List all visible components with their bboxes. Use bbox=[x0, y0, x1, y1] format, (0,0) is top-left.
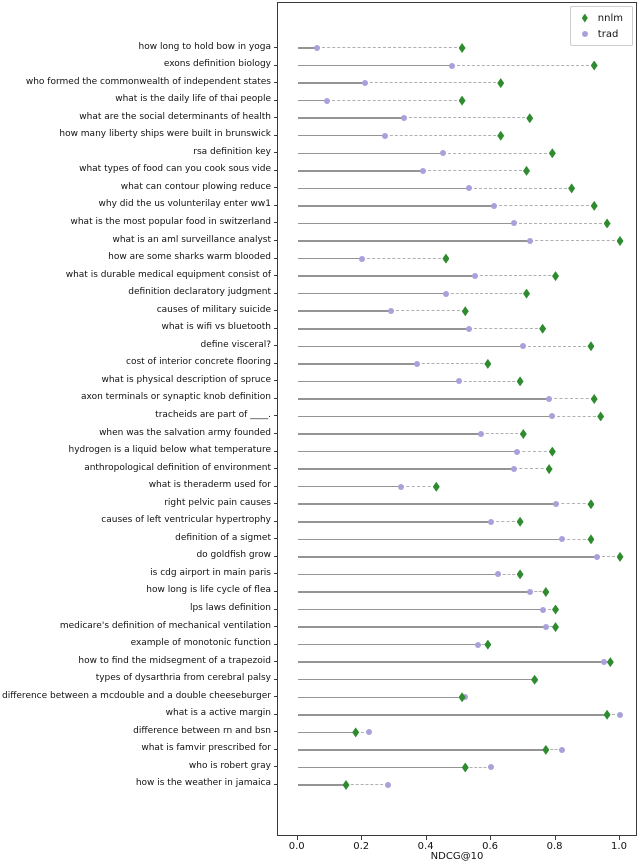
query-label: definition declaratory judgment bbox=[128, 287, 271, 298]
gap-segment bbox=[346, 784, 388, 785]
nnlm-marker bbox=[587, 341, 594, 351]
baseline-segment bbox=[298, 153, 443, 155]
y-tick-mark bbox=[274, 117, 277, 118]
baseline-segment bbox=[298, 679, 535, 681]
baseline-segment bbox=[298, 503, 556, 505]
y-tick-mark bbox=[274, 731, 277, 732]
trad-marker bbox=[440, 150, 446, 156]
y-tick-mark bbox=[274, 784, 277, 785]
trad-marker bbox=[449, 63, 455, 69]
y-tick-mark bbox=[274, 363, 277, 364]
y-tick-mark bbox=[274, 486, 277, 487]
x-tick-mark bbox=[297, 836, 298, 840]
trad-marker bbox=[466, 185, 472, 191]
gap-segment bbox=[459, 381, 520, 382]
baseline-segment bbox=[298, 591, 530, 593]
baseline-segment bbox=[298, 416, 553, 418]
nnlm-marker bbox=[549, 447, 556, 457]
y-tick-mark bbox=[274, 696, 277, 697]
query-label: exons definition biology bbox=[163, 59, 271, 70]
baseline-segment bbox=[298, 609, 543, 611]
gap-segment bbox=[491, 521, 520, 522]
legend-item-trad bbox=[578, 26, 623, 42]
gap-segment bbox=[469, 188, 572, 189]
y-tick-mark bbox=[274, 258, 277, 259]
baseline-segment bbox=[298, 539, 562, 541]
baseline-segment bbox=[298, 240, 530, 242]
y-tick-mark bbox=[274, 310, 277, 311]
gap-segment bbox=[523, 346, 591, 347]
gap-segment bbox=[469, 328, 543, 329]
nnlm-marker bbox=[552, 622, 559, 632]
baseline-segment bbox=[298, 767, 466, 769]
y-tick-mark bbox=[274, 47, 277, 48]
nnlm-marker bbox=[546, 464, 553, 474]
gap-segment bbox=[327, 100, 462, 101]
query-label: cost of interior concrete flooring bbox=[126, 357, 271, 368]
x-tick-mark bbox=[361, 836, 362, 840]
y-tick-mark bbox=[274, 591, 277, 592]
y-tick-mark bbox=[274, 398, 277, 399]
baseline-segment bbox=[298, 644, 478, 646]
nnlm-marker bbox=[462, 762, 469, 772]
trad-marker bbox=[514, 449, 520, 455]
query-label: difference between rn and bsn bbox=[133, 725, 271, 736]
baseline-segment bbox=[298, 626, 546, 628]
y-tick-mark bbox=[274, 82, 277, 83]
trad-marker bbox=[546, 396, 552, 402]
legend-item-nnlm bbox=[578, 10, 623, 26]
y-tick-mark bbox=[274, 187, 277, 188]
y-tick-mark bbox=[274, 556, 277, 557]
trad-marker bbox=[488, 764, 494, 770]
gap-segment bbox=[385, 135, 501, 136]
gap-segment bbox=[514, 223, 607, 224]
nnlm-marker bbox=[497, 131, 504, 141]
x-tick-mark bbox=[555, 836, 556, 840]
nnlm-marker bbox=[523, 289, 530, 299]
gap-segment bbox=[391, 310, 465, 311]
y-tick-mark bbox=[274, 521, 277, 522]
nnlm-marker bbox=[442, 254, 449, 264]
gap-segment bbox=[401, 486, 436, 487]
y-tick-mark bbox=[274, 679, 277, 680]
trad-marker bbox=[520, 343, 526, 349]
baseline-segment bbox=[298, 65, 453, 67]
query-label: what is durable medical equipment consist of bbox=[65, 269, 271, 280]
trad-marker bbox=[324, 98, 330, 104]
legend-label-nnlm: nnlm bbox=[597, 12, 623, 24]
gap-segment bbox=[475, 275, 556, 276]
nnlm-marker bbox=[497, 78, 504, 88]
gap-segment bbox=[514, 468, 549, 469]
trad-marker bbox=[401, 115, 407, 121]
baseline-segment bbox=[298, 486, 401, 488]
nnlm-marker bbox=[484, 640, 491, 650]
nnlm-marker bbox=[459, 96, 466, 106]
query-label: causes of left ventricular hypertrophy bbox=[101, 515, 271, 526]
nnlm-marker bbox=[552, 605, 559, 615]
baseline-segment bbox=[298, 258, 362, 260]
trad-marker bbox=[540, 607, 546, 613]
trad-marker bbox=[511, 466, 517, 472]
trad-marker bbox=[366, 729, 372, 735]
baseline-segment bbox=[298, 398, 549, 400]
y-tick-mark bbox=[274, 433, 277, 434]
trad-marker-icon bbox=[578, 31, 592, 37]
query-label: how long is life cycle of flea bbox=[146, 585, 271, 596]
gap-segment bbox=[556, 503, 591, 504]
query-label: example of monotonic function bbox=[130, 638, 271, 649]
nnlm-marker bbox=[520, 429, 527, 439]
x-tick-mark bbox=[490, 836, 491, 840]
y-tick-mark bbox=[274, 328, 277, 329]
gap-segment bbox=[481, 433, 523, 434]
trad-marker bbox=[414, 361, 420, 367]
trad-marker bbox=[553, 501, 559, 507]
x-tick-label: 0.8 bbox=[546, 841, 563, 852]
query-label: what is an aml surveillance analyst bbox=[112, 234, 271, 245]
y-tick-mark bbox=[274, 451, 277, 452]
trad-marker bbox=[398, 484, 404, 490]
query-label: definition of a sigmet bbox=[175, 532, 271, 543]
gap-segment bbox=[423, 170, 526, 171]
y-tick-mark bbox=[274, 275, 277, 276]
query-label: what is the most popular food in switzerland bbox=[70, 216, 271, 227]
x-axis-title: NDCG@10 bbox=[430, 851, 484, 862]
query-label: define visceral? bbox=[200, 339, 271, 350]
gap-segment bbox=[417, 363, 488, 364]
query-label: what are the social determinants of health bbox=[79, 111, 271, 122]
nnlm-marker bbox=[604, 218, 611, 228]
baseline-segment bbox=[298, 714, 607, 716]
trad-marker bbox=[527, 238, 533, 244]
nnlm-marker-icon bbox=[578, 14, 592, 23]
nnlm-marker bbox=[523, 166, 530, 176]
query-label: how long to hold bow in yoga bbox=[138, 41, 271, 52]
baseline-segment bbox=[298, 100, 327, 102]
baseline-segment bbox=[298, 346, 524, 348]
baseline-segment bbox=[298, 117, 404, 119]
trad-marker bbox=[359, 256, 365, 262]
gap-segment bbox=[552, 416, 600, 417]
baseline-segment bbox=[298, 310, 391, 312]
gap-segment bbox=[530, 240, 620, 241]
gap-segment bbox=[452, 65, 594, 66]
nnlm-marker bbox=[517, 376, 524, 386]
baseline-segment bbox=[298, 223, 514, 225]
y-tick-mark bbox=[274, 293, 277, 294]
query-label: lps laws definition bbox=[189, 603, 271, 614]
y-tick-mark bbox=[274, 538, 277, 539]
y-tick-mark bbox=[274, 573, 277, 574]
baseline-segment bbox=[298, 293, 446, 295]
baseline-segment bbox=[298, 468, 514, 470]
gap-segment bbox=[517, 451, 552, 452]
query-label: what is the daily life of thai people bbox=[115, 94, 271, 105]
query-label: why did the us volunterilay enter ww1 bbox=[98, 199, 271, 210]
baseline-segment bbox=[298, 697, 462, 699]
query-label: causes of military suicide bbox=[156, 304, 271, 315]
gap-segment bbox=[404, 117, 530, 118]
trad-marker bbox=[601, 659, 607, 665]
nnlm-marker bbox=[568, 183, 575, 193]
nnlm-marker bbox=[459, 43, 466, 53]
baseline-segment bbox=[298, 381, 459, 383]
y-tick-mark bbox=[274, 714, 277, 715]
query-label: how are some sharks warm blooded bbox=[108, 252, 271, 263]
query-label: what can contour plowing reduce bbox=[120, 181, 271, 192]
query-label: hydrogen is a liquid below what temperature bbox=[68, 445, 271, 456]
gap-segment bbox=[443, 153, 553, 154]
nnlm-marker bbox=[617, 552, 624, 562]
trad-marker bbox=[314, 45, 320, 51]
gap-segment bbox=[549, 398, 594, 399]
baseline-segment bbox=[298, 275, 475, 277]
y-tick-mark bbox=[274, 345, 277, 346]
nnlm-marker bbox=[433, 482, 440, 492]
query-label: how many liberty ships were built in brunswick bbox=[59, 129, 271, 140]
y-tick-mark bbox=[274, 749, 277, 750]
trad-marker bbox=[443, 291, 449, 297]
query-label: what is a active margin bbox=[165, 708, 271, 719]
nnlm-marker bbox=[542, 587, 549, 597]
nnlm-marker bbox=[517, 569, 524, 579]
query-label: right pelvic pain causes bbox=[164, 497, 271, 508]
trad-marker bbox=[466, 326, 472, 332]
y-tick-mark bbox=[274, 222, 277, 223]
y-tick-mark bbox=[274, 152, 277, 153]
baseline-segment bbox=[298, 170, 424, 172]
trad-marker bbox=[475, 642, 481, 648]
baseline-segment bbox=[298, 188, 469, 190]
trad-marker bbox=[617, 712, 623, 718]
gap-segment bbox=[562, 539, 591, 540]
gap-segment bbox=[362, 258, 446, 259]
baseline-segment bbox=[298, 82, 366, 84]
trad-marker bbox=[594, 554, 600, 560]
query-label: tracheids are part of ____. bbox=[155, 409, 271, 420]
nnlm-marker bbox=[352, 727, 359, 737]
y-tick-mark bbox=[274, 503, 277, 504]
query-label: rsa definition key bbox=[193, 146, 271, 157]
query-label: is cdg airport in main paris bbox=[150, 567, 271, 578]
legend bbox=[570, 6, 633, 46]
gap-segment bbox=[446, 293, 527, 294]
query-label: who is robert gray bbox=[188, 760, 271, 771]
y-tick-mark bbox=[274, 380, 277, 381]
query-label: do goldfish grow bbox=[196, 550, 271, 561]
baseline-segment bbox=[298, 749, 546, 751]
plot-area bbox=[277, 2, 637, 836]
query-label: axon terminals or synaptic knob definition bbox=[81, 392, 271, 403]
baseline-segment bbox=[298, 574, 498, 576]
baseline-segment bbox=[298, 363, 417, 365]
legend-label-trad: trad bbox=[597, 28, 619, 40]
trad-marker bbox=[420, 168, 426, 174]
trad-marker bbox=[456, 378, 462, 384]
trad-marker bbox=[488, 519, 494, 525]
x-tick-label: 0.0 bbox=[288, 841, 305, 852]
trad-marker bbox=[559, 536, 565, 542]
x-tick-label: 1.0 bbox=[611, 841, 627, 852]
nnlm-marker bbox=[591, 61, 598, 71]
gap-segment bbox=[494, 205, 594, 206]
baseline-segment bbox=[298, 556, 598, 558]
y-tick-mark bbox=[274, 100, 277, 101]
nnlm-marker bbox=[587, 499, 594, 509]
y-tick-mark bbox=[274, 65, 277, 66]
query-label: how to find the midsegment of a trapezoid bbox=[78, 655, 271, 666]
query-label: what is wifi vs bluetooth bbox=[161, 322, 271, 333]
baseline-segment bbox=[298, 732, 356, 734]
query-label: how is the weather in jamaica bbox=[135, 778, 271, 789]
baseline-segment bbox=[298, 433, 482, 435]
baseline-segment bbox=[298, 451, 517, 453]
y-tick-mark bbox=[274, 170, 277, 171]
trad-marker bbox=[472, 273, 478, 279]
baseline-segment bbox=[298, 135, 385, 137]
nnlm-marker bbox=[526, 113, 533, 123]
nnlm-marker bbox=[539, 324, 546, 334]
trad-marker bbox=[385, 782, 391, 788]
nnlm-marker bbox=[343, 780, 350, 790]
gap-segment bbox=[365, 82, 500, 83]
nnlm-marker bbox=[542, 745, 549, 755]
query-label: who formed the commonwealth of independent states bbox=[25, 76, 271, 87]
baseline-segment bbox=[298, 521, 491, 523]
baseline-segment bbox=[298, 661, 604, 663]
nnlm-marker bbox=[591, 201, 598, 211]
y-axis-labels bbox=[0, 0, 271, 840]
x-tick-label: 0.4 bbox=[417, 841, 434, 852]
y-tick-mark bbox=[274, 609, 277, 610]
x-tick-mark bbox=[619, 836, 620, 840]
baseline-segment bbox=[298, 205, 495, 207]
nnlm-marker bbox=[597, 411, 604, 421]
trad-marker bbox=[495, 571, 501, 577]
query-label: what is theraderm used for bbox=[148, 480, 271, 491]
nnlm-marker bbox=[552, 271, 559, 281]
gap-segment bbox=[317, 47, 462, 48]
trad-marker bbox=[527, 589, 533, 595]
nnlm-marker bbox=[531, 675, 538, 685]
nnlm-marker bbox=[591, 394, 598, 404]
query-label: what is famvir prescribed for bbox=[141, 743, 271, 754]
trad-marker bbox=[382, 133, 388, 139]
trad-marker bbox=[543, 624, 549, 630]
baseline-segment bbox=[298, 784, 346, 786]
nnlm-marker bbox=[517, 517, 524, 527]
y-tick-mark bbox=[274, 468, 277, 469]
query-label: medicare's definition of mechanical ventilation bbox=[59, 620, 271, 631]
y-tick-mark bbox=[274, 205, 277, 206]
baseline-segment bbox=[298, 328, 469, 330]
x-tick-label: 0.6 bbox=[482, 841, 499, 852]
nnlm-marker bbox=[549, 148, 556, 158]
y-tick-mark bbox=[274, 240, 277, 241]
query-label: when was the salvation army founded bbox=[99, 427, 271, 438]
trad-marker bbox=[388, 308, 394, 314]
y-tick-mark bbox=[274, 766, 277, 767]
y-tick-mark bbox=[274, 661, 277, 662]
trad-marker bbox=[362, 80, 368, 86]
trad-marker bbox=[511, 220, 517, 226]
trad-marker bbox=[549, 413, 555, 419]
nnlm-marker bbox=[484, 359, 491, 369]
y-tick-mark bbox=[274, 135, 277, 136]
x-tick-mark bbox=[426, 836, 427, 840]
nnlm-marker bbox=[607, 657, 614, 667]
nnlm-marker bbox=[604, 710, 611, 720]
query-label: types of dysarthria from cerebral palsy bbox=[95, 673, 271, 684]
x-tick-label: 0.2 bbox=[353, 841, 370, 852]
y-tick-mark bbox=[274, 626, 277, 627]
trad-marker bbox=[478, 431, 484, 437]
y-tick-mark bbox=[274, 415, 277, 416]
query-label: what is physical description of spruce bbox=[101, 374, 271, 385]
query-label: anthropological definition of environment bbox=[84, 462, 271, 473]
nnlm-marker bbox=[462, 306, 469, 316]
y-tick-mark bbox=[274, 644, 277, 645]
trad-marker bbox=[559, 747, 565, 753]
nnlm-marker bbox=[617, 236, 624, 246]
nnlm-marker bbox=[587, 534, 594, 544]
query-label: difference between a mcdouble and a double cheeseburger bbox=[1, 690, 271, 701]
trad-marker bbox=[491, 203, 497, 209]
query-label: what types of food can you cook sous vide bbox=[79, 164, 271, 175]
